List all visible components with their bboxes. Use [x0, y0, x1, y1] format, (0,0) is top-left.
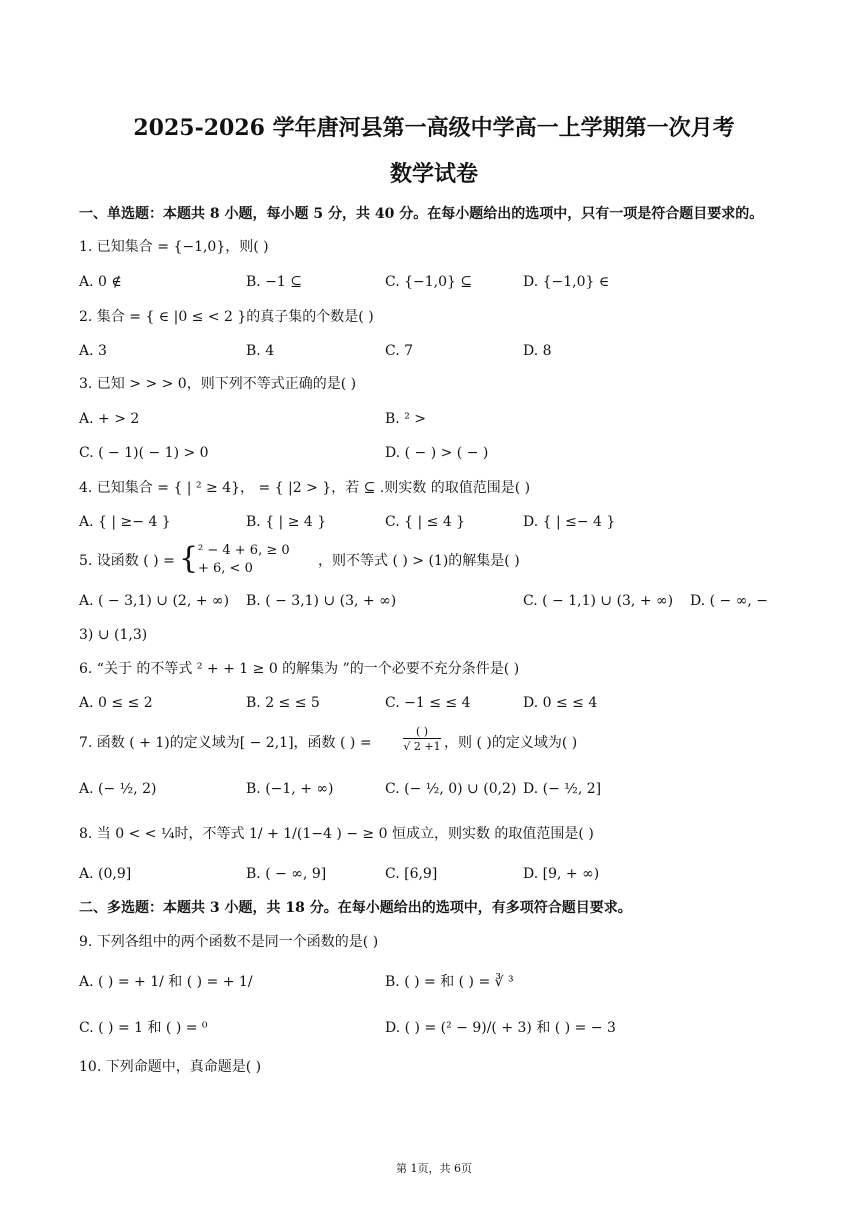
q8-option-b: B. ( − ∞, 9] — [246, 866, 327, 882]
question-3-stem: 3. 已知 > > > 0，则下列不等式正确的是( ) — [79, 376, 357, 392]
q1-option-b: B. −1 ⊆ — [246, 274, 303, 290]
q7-option-a: A. (− ½, 2) — [79, 781, 157, 797]
page-footer: 第 1页，共 6页 — [396, 1162, 472, 1175]
q5-case-2: + 6, < 0 — [198, 561, 253, 576]
q7-option-b: B. (−1, + ∞) — [246, 781, 334, 797]
q2-option-a: A. 3 — [79, 343, 107, 359]
question-9-stem: 9. 下列各组中的两个函数不是同一个函数的是( ) — [79, 934, 379, 950]
q1-option-d: D. {−1,0} ∈ — [523, 274, 610, 290]
q3-option-a: A. + > 2 — [79, 411, 140, 427]
q4-option-b: B. { | ≥ 4 } — [246, 514, 327, 530]
question-4-stem: 4. 已知集合 = { | ² ≥ 4}， = { |2 > }，若 ⊆ .则实数 的取值范围是( ) — [79, 480, 531, 496]
question-1-stem: 1. 已知集合 = {−1,0}，则( ) — [79, 239, 269, 255]
q1-option-a: A. 0 ∉ — [79, 274, 122, 290]
q6-option-c: C. −1 ≤ ≤ 4 — [385, 695, 471, 711]
q4-option-c: C. { | ≤ 4 } — [385, 514, 466, 530]
q2-option-b: B. 4 — [246, 343, 275, 359]
q6-option-d: D. 0 ≤ ≤ 4 — [523, 695, 598, 711]
question-10-stem: 10. 下列命题中，真命题是( ) — [79, 1059, 262, 1075]
q6-option-b: B. 2 ≤ ≤ 5 — [246, 695, 320, 711]
q8-option-d: D. [9, + ∞) — [523, 866, 600, 882]
q7-option-c: C. (− ½, 0) ∪ (0,2) — [385, 781, 517, 797]
question-5-stem-post: ，则不等式 ( ) > (1)的解集是( ) — [318, 553, 520, 569]
q9-option-d: D. ( ) = (² − 9)/( + 3) 和 ( ) = − 3 — [385, 1020, 616, 1036]
q7-fraction-numerator: ( ) — [403, 726, 441, 739]
q5-option-a: A. ( − 3,1) ∪ (2, + ∞) — [79, 593, 230, 609]
q3-option-d: D. ( − ) > ( − ) — [385, 445, 489, 461]
exam-subtitle: 数学试卷 — [389, 161, 478, 187]
q2-option-d: D. 8 — [523, 343, 552, 359]
q9-option-b: B. ( ) = 和 ( ) = ∛ ³ — [385, 974, 514, 990]
question-6-stem: 6. “关于 的不等式 ² + + 1 ≥ 0 的解集为 ”的一个必要不充分条件是( ) — [79, 661, 520, 677]
q5-option-b: B. ( − 3,1) ∪ (3, + ∞) — [246, 593, 397, 609]
q5-option-d: D. ( − ∞, − — [690, 593, 769, 609]
q3-option-b: B. ² > — [385, 411, 426, 427]
q8-option-a: A. (0,9] — [79, 866, 132, 882]
q7-fraction-denominator: √ 2 +1 — [403, 740, 441, 753]
q2-option-c: C. 7 — [385, 343, 414, 359]
exam-title: 2025-2026 学年唐河县第一高级中学高一上学期第一次月考 — [133, 115, 735, 141]
q4-option-d: D. { | ≤− 4 } — [523, 514, 616, 530]
question-2-stem: 2. 集合 = { ∈ |0 ≤ < 2 }的真子集的个数是( ) — [79, 309, 374, 325]
question-7-stem-post: ，则 ( )的定义域为( ) — [444, 735, 578, 751]
section-single-choice: 一、单选题：本题共 8 小题，每小题 5 分，共 40 分。在每小题给出的选项中，只有一项是符合题目要求的。 — [79, 206, 764, 222]
q9-option-a: A. ( ) = + 1/ 和 ( ) = + 1/ — [79, 974, 253, 990]
q3-option-c: C. ( − 1)( − 1) > 0 — [79, 445, 209, 461]
q5-option-d-continued: 3) ∪ (1,3) — [79, 627, 148, 643]
question-8-stem: 8. 当 0 < < ¼时，不等式 1/ + 1/(1−4 ) − ≥ 0 恒成立，则实数 的取值范围是( ) — [79, 826, 594, 842]
q1-option-c: C. {−1,0} ⊆ — [385, 274, 473, 290]
q9-option-c: C. ( ) = 1 和 ( ) = ⁰ — [79, 1020, 208, 1036]
q8-option-c: C. [6,9] — [385, 866, 438, 882]
q7-option-d: D. (− ½, 2] — [523, 781, 602, 797]
question-7-stem-pre: 7. 函数 ( + 1)的定义域为[ − 2,1]，函数 ( ) = — [79, 735, 372, 751]
q5-brace: { — [179, 541, 199, 576]
q6-option-a: A. 0 ≤ ≤ 2 — [79, 695, 153, 711]
section-multiple-choice: 二、多选题：本题共 3 小题，共 18 分。在每小题给出的选项中，有多项符合题目要求。 — [79, 900, 632, 916]
question-5-stem-pre: 5. 设函数 ( ) = — [79, 553, 175, 569]
q5-case-1: ² − 4 + 6, ≥ 0 — [198, 543, 290, 558]
q4-option-a: A. { | ≥− 4 } — [79, 514, 171, 530]
q5-option-c: C. ( − 1,1) ∪ (3, + ∞) — [523, 593, 674, 609]
